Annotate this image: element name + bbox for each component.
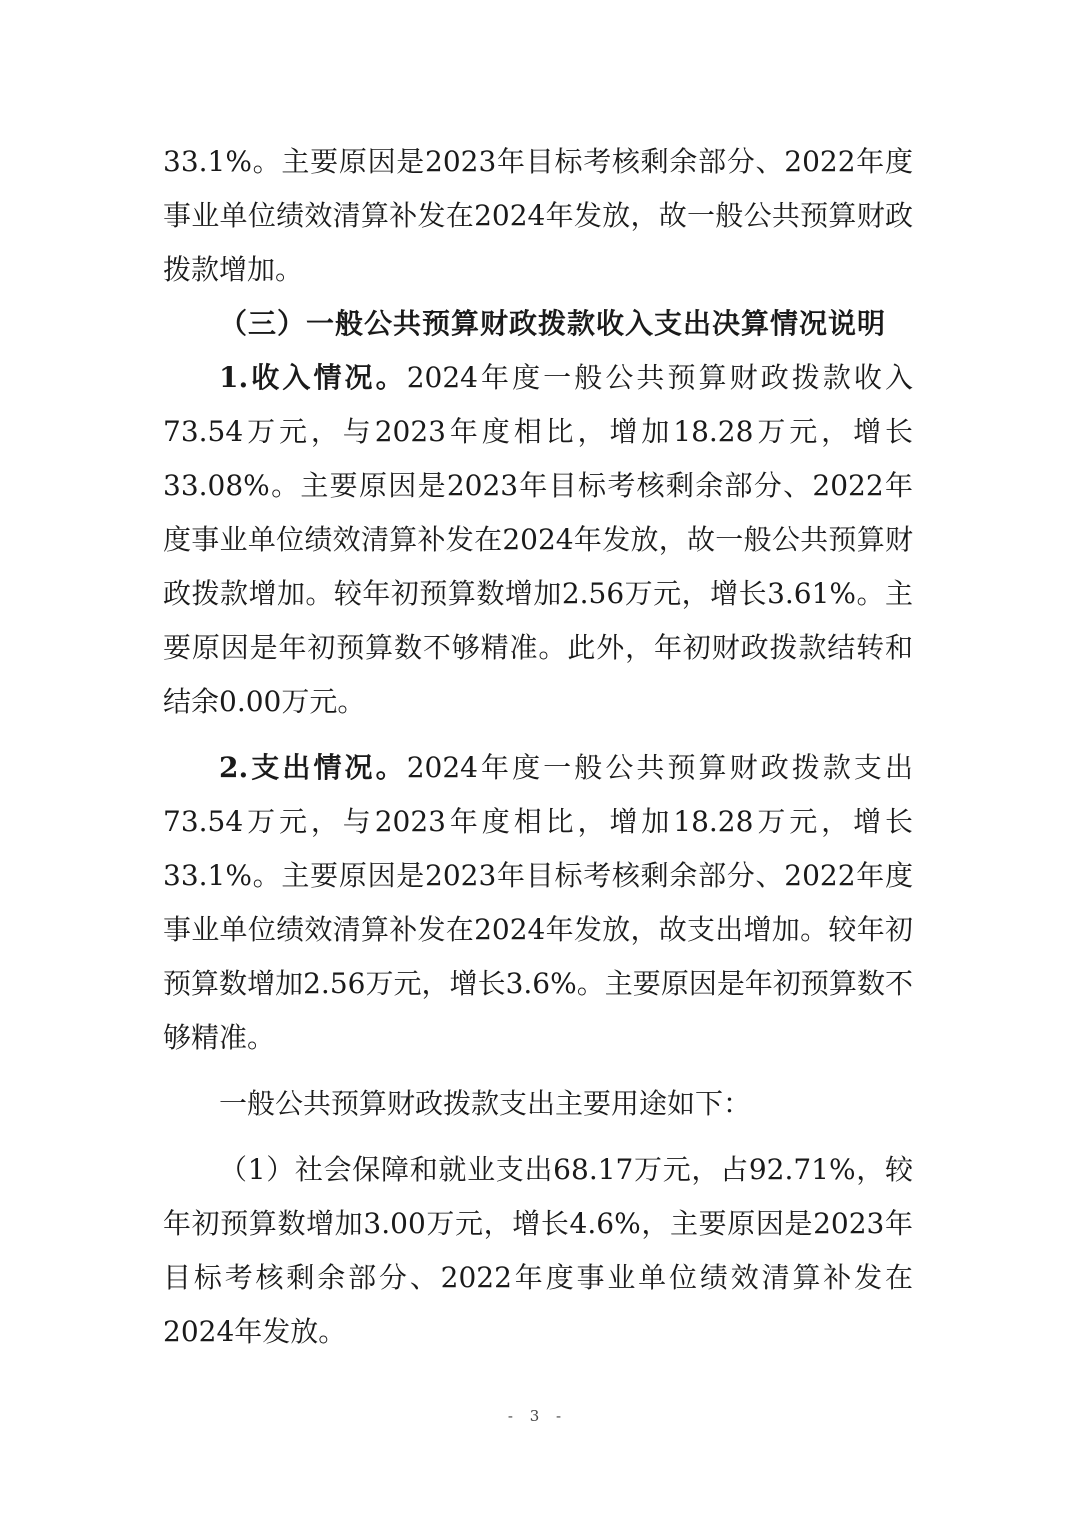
income-text: 2024年度一般公共预算财政拨款收入73.54万元，与2023年度相比，增加18.28万元，增长33.08%。主要原因是2023年目标考核剩余部分、2022年度事业单位绩效清算补发在2024年发放，故一般公共预算财政拨款增加。较年初预算数增加2.56万元，增长3.61%。主要原因是年初预算数不够精准。此外，年初财政拨款结转和结余0.00万元。 [163,361,913,718]
income-lead: 1.收入情况。 [219,361,407,394]
use-item-1: （1）社会保障和就业支出68.17万元，占92.71%，较年初预算数增加3.00万元，增长4.6%，主要原因是2023年目标考核剩余部分、2022年度事业单位绩效清算补发在2024年发放。 [163,1153,913,1348]
uses-intro: 一般公共预算财政拨款支出主要用途如下： [219,1087,752,1120]
section-heading: （三）一般公共预算财政拨款收入支出决算情况说明 [219,307,887,340]
page-number: - 3 - [507,1407,568,1425]
document-body [163,135,913,1359]
expense-text: 2024年度一般公共预算财政拨款支出73.54万元，与2023年度相比，增加18.28万元，增长33.1%。主要原因是2023年目标考核剩余部分、2022年度事业单位绩效清算补发在2024年发放，故支出增加。较年初预算数增加2.56万元，增长3.6%。主要原因是年初预算数不够精准。 [163,751,913,1054]
income-paragraph [163,351,913,729]
expense-lead: 2.支出情况。 [219,751,407,784]
continuation-paragraph: 33.1%。主要原因是2023年目标考核剩余部分、2022年度事业单位绩效清算补发在2024年发放，故一般公共预算财政拨款增加。 [163,145,913,286]
expense-paragraph [163,741,913,1065]
